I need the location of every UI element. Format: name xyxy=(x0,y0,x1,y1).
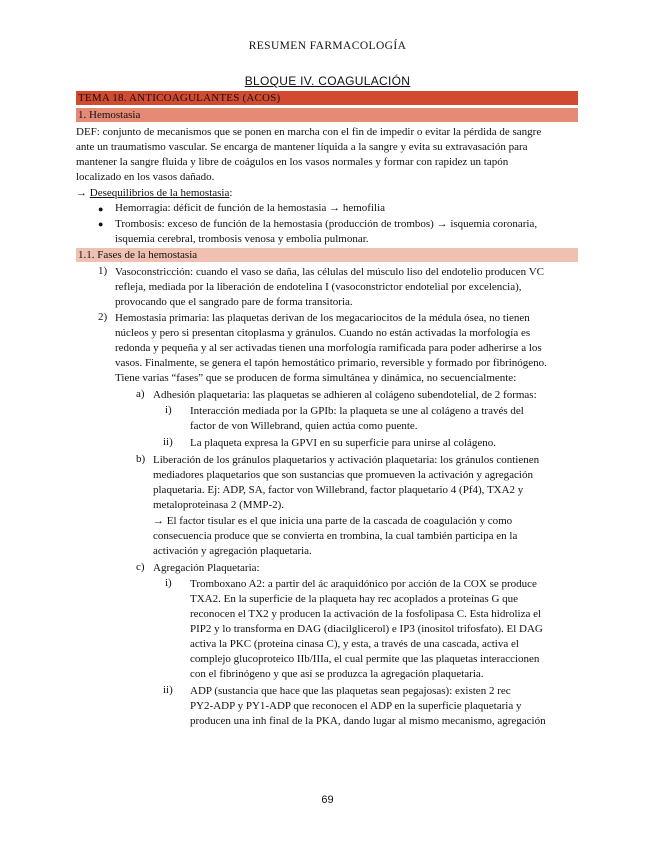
list-item-line: Vasoconstricción: cuando el vaso se daña, las células del músculo liso del endotelio producen VC xyxy=(115,266,544,278)
subsubitem-line: Tromboxano A2: a partir del ác araquidónico por acción de la COX se produce xyxy=(190,578,537,590)
subitem-line: activación y agregación plaquetaria. xyxy=(153,545,312,557)
subitem-letter: b) xyxy=(136,453,146,465)
bullet-icon: ● xyxy=(98,219,104,229)
page-number: 69 xyxy=(321,794,334,806)
subsubitem-number: ii) xyxy=(163,684,173,696)
subsubitem-line: Interacción mediada por la GPIb: la plaqueta se une al colágeno a través del xyxy=(190,405,524,417)
item-number: 1) xyxy=(98,265,108,277)
subsubitem-line: ADP (sustancia que hace que las plaquetas sean pegajosas): existen 2 rec xyxy=(190,685,511,697)
item-number: 2) xyxy=(98,311,108,323)
list-item-line: refleja, mediada por la liberación de endotelina I (vasoconstrictor endotelial por excelencia), xyxy=(115,281,522,293)
list-item-line: vasos. Finalmente, se genera el tapón hemostático primario, reversible y formado por fibrinógeno. xyxy=(115,357,547,369)
definition-line: ante un traumatismo vascular. Se encarga de mantener líquida a la sangre y evita su extravasación para xyxy=(76,141,528,153)
subitem-letter: c) xyxy=(136,561,145,573)
subsubitem-line: La plaqueta expresa la GPVI en su superficie para unirse al colágeno. xyxy=(190,437,497,449)
list-item-line: Tiene varias “fases” que se producen de forma simultánea y dinámica, no secuencialmente: xyxy=(115,372,517,384)
list-item-line: redonda y pequeña y al ser activadas tienen una morfología ramificada para poder adherirse a los xyxy=(115,342,542,354)
imbalance-label: Desequilibrios de la hemostasia xyxy=(89,187,230,199)
subsubitem-line: PY2-ADP y PY1-ADP que reconocen el ADP en la superficie plaquetaria y xyxy=(190,700,522,712)
subsubitem-line: con el fibrinógeno y que así se produzca la agregación plaquetaria. xyxy=(190,668,484,680)
definition-line: DEF: conjunto de mecanismos que se ponen en marcha con el fin de impedir o evitar la pérdida de sangre xyxy=(76,126,542,138)
subsection-heading: 1.1. Fases de la hemostasia xyxy=(76,248,578,262)
bullet-item: Hemorragia: déficit de función de la hemostasia → hemofilia xyxy=(115,202,386,214)
imbalance-heading xyxy=(76,186,232,200)
bullet-item-cont: isquemia cerebral, trombosis venosa y embolia pulmonar. xyxy=(115,233,369,245)
subsubitem-line: complejo glucoproteico IIb/IIIa, el cual permite que las plaquetas interaccionen xyxy=(190,653,540,665)
list-item-line: provocando que el sangrado pare de forma transitoria. xyxy=(115,296,353,308)
definition-line: mantener la sangre fluida y libre de coágulos en los vasos normales y formar con rapidez un tapón xyxy=(76,156,509,168)
subsubitem-line: TXA2. En la superficie de la plaqueta hay rec acoplados a proteínas G que xyxy=(190,593,519,605)
subsubitem-number: i) xyxy=(165,577,172,589)
subitem-line: Liberación de los gránulos plaquetarios y activación plaquetaria: los gránulos contienen xyxy=(153,454,540,466)
subitem-line: metaloproteinasa 2 (MMP-2). xyxy=(153,499,285,511)
subsubitem-line: reconocen el TX2 y producen la activación de la fosfolipasa C. Esta hidroliza el xyxy=(190,608,542,620)
list-item-line: Hemostasia primaria: las plaquetas derivan de los megacariocitos de la médula ósea, no tienen xyxy=(115,312,530,324)
colon: : xyxy=(229,187,233,199)
bullet-item: Trombosis: exceso de función de la hemostasia (producción de trombos) → isquemia coronaria, xyxy=(115,218,538,230)
bullet-icon: ● xyxy=(98,204,104,214)
subsubitem-line: PIP2 y lo transforma en DAG (diacilglicerol) e IP3 (inositol trifosfato). El DAG xyxy=(190,623,543,635)
subitem-line: mediadores plaquetarios que son sustancias que promueven la activación y agregación xyxy=(153,469,533,481)
section-heading: 1. Hemostasia xyxy=(76,108,578,122)
subitem-line: consecuencia produce que se convierta en trombina, la cual también participa en la xyxy=(153,530,518,542)
subitem-line: Adhesión plaquetaria: las plaquetas se adhieren al colágeno subendotelial, de 2 formas: xyxy=(153,389,537,401)
chapter-heading: TEMA 18. ANTICOAGULANTES (ACOS) xyxy=(76,91,578,105)
subsubitem-line: producen una inh final de la PKA, dando lugar al mismo mecanismo, agregación xyxy=(190,715,546,727)
subsubitem-line: activa la PKC (proteína cinasa C), y esta, a través de una cascada, activa el xyxy=(190,638,519,650)
list-item-line: núcleos y pero si presentan citoplasma y gránulos. Cuando no están activadas la morfología es xyxy=(115,327,531,339)
subitem-line: → El factor tisular es el que inicia una parte de la cascada de coagulación y como xyxy=(153,515,513,527)
subitem-letter: a) xyxy=(136,388,145,400)
subitem-line: Agregación Plaquetaria: xyxy=(153,562,260,574)
block-title: BLOQUE IV. COAGULACIÓN xyxy=(244,74,411,88)
subsubitem-number: i) xyxy=(165,404,172,416)
definition-line: localizado en los vasos dañado. xyxy=(76,171,215,183)
subitem-line: plaquetaria. Ej: ADP, SA, factor von Willebrand, factor plaquetario 4 (Pf4), TXA2 y xyxy=(153,484,524,496)
running-header: RESUMEN FARMACOLOGÍA xyxy=(248,40,407,52)
subsubitem-line: factor de von Willebrand, quien actúa como puente. xyxy=(190,420,418,432)
arrow-prefix: → xyxy=(76,187,90,199)
subsubitem-number: ii) xyxy=(163,436,173,448)
